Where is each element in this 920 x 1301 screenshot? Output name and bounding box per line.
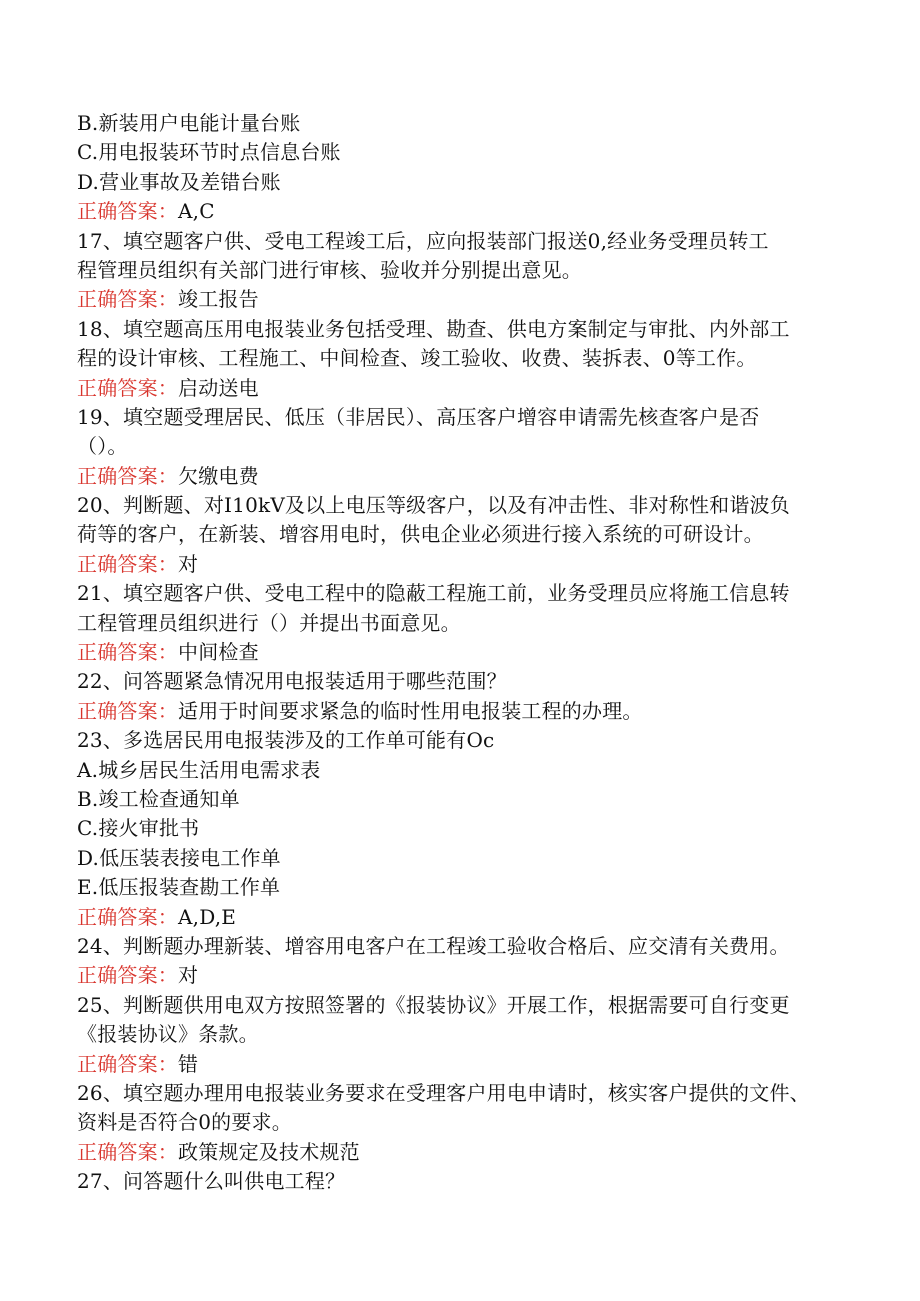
answer-line <box>77 550 847 579</box>
answer-value: 启动送电 <box>178 375 259 400</box>
text-line: 资料是否符合0的要求。 <box>77 1110 292 1135</box>
answer-label: 正确答案： <box>77 287 178 312</box>
text-line: B.竣工检查通知单 <box>77 786 240 811</box>
answer-label: 正确答案： <box>77 375 178 400</box>
answer-value: 政策规定及技术规范 <box>178 1139 360 1164</box>
answer-line <box>77 1138 847 1167</box>
text-line: C.用电报装环节时点信息台账 <box>77 140 341 165</box>
answer-line <box>77 961 847 990</box>
answer-value: A,C <box>178 199 215 224</box>
text-line: C.接火审批书 <box>77 816 200 841</box>
answer-value: 错 <box>178 1051 199 1076</box>
text-line: 24、判断题办理新装、增容用电客户在工程竣工验收合格后、应交清有关费用。 <box>77 933 790 958</box>
answer-line <box>77 697 847 726</box>
text-line: 程管理员组织有关部门进行审核、验收并分别提出意见。 <box>77 257 582 282</box>
answer-label: 正确答案： <box>77 199 178 224</box>
answer-value: 适用于时间要求紧急的临时性用电报装工程的办理。 <box>178 698 643 723</box>
text-line: 23、多选居民用电报装涉及的工作单可能有Oc <box>77 728 495 753</box>
text-line: D.营业事故及差错台账 <box>77 169 281 194</box>
answer-value: A,D,E <box>178 904 237 929</box>
text-line: E.低压报装查勘工作单 <box>77 875 281 900</box>
text-line: 程的设计审核、工程施工、中间检查、竣工验收、收费、装拆表、0等工作。 <box>77 346 757 371</box>
answer-line <box>77 374 847 403</box>
answer-label: 正确答案： <box>77 1051 178 1076</box>
answer-line <box>77 903 847 932</box>
answer-value: 对 <box>178 963 199 988</box>
text-line: D.低压装表接电工作单 <box>77 845 281 870</box>
answer-label: 正确答案： <box>77 1139 178 1164</box>
text-line: 21、填空题客户供、受电工程中的隐蔽工程施工前，业务受理员应将施工信息转 <box>77 581 790 606</box>
text-line: （）。 <box>77 434 128 459</box>
text-line: 19、填空题受理居民、低压（非居民）、高压客户增容申请需先核查客户是否 <box>77 404 760 429</box>
text-line: A.城乡居民生活用电需求表 <box>77 757 321 782</box>
answer-line <box>77 285 847 314</box>
answer-line <box>77 197 847 226</box>
answer-label: 正确答案： <box>77 963 178 988</box>
text-line: 26、填空题办理用电报装业务要求在受理客户用电申请时，核实客户提供的文件、 <box>77 1080 810 1105</box>
answer-value: 中间检查 <box>178 640 259 665</box>
answer-label: 正确答案： <box>77 904 178 929</box>
answer-label: 正确答案： <box>77 551 178 576</box>
answer-value: 对 <box>178 551 199 576</box>
answer-label: 正确答案： <box>77 640 178 665</box>
text-line: 荷等的客户，在新装、增容用电时，供电企业必须进行接入系统的可研设计。 <box>77 522 764 547</box>
answer-value: 欠缴电费 <box>178 463 259 488</box>
answer-label: 正确答案： <box>77 463 178 488</box>
text-line: 27、问答题什么叫供电工程？ <box>77 1169 346 1194</box>
text-line: 20、判断题、对I10kV及以上电压等级客户，以及有冲击性、非对称性和谐波负 <box>77 493 790 518</box>
text-line: 18、填空题高压用电报装业务包括受理、勘查、供电方案制定与审批、内外部工 <box>77 316 790 341</box>
answer-value: 竣工报告 <box>178 287 259 312</box>
text-line: 25、判断题供用电双方按照签署的《报装协议》开展工作，根据需要可自行变更 <box>77 992 790 1017</box>
document-page <box>77 109 847 1196</box>
text-line: B.新装用户电能计量台账 <box>77 111 301 135</box>
answer-line <box>77 462 847 491</box>
answer-label: 正确答案： <box>77 698 178 723</box>
answer-line <box>77 1050 847 1079</box>
text-line: 17、填空题客户供、受电工程竣工后，应向报装部门报送0,经业务受理员转工 <box>77 228 769 253</box>
text-line: 《报装协议》条款。 <box>77 1022 259 1047</box>
text-line: 工程管理员组织进行（）并提出书面意见。 <box>77 610 461 635</box>
answer-line <box>77 638 847 667</box>
text-line: 22、问答题紧急情况用电报装适用于哪些范围？ <box>77 669 507 694</box>
